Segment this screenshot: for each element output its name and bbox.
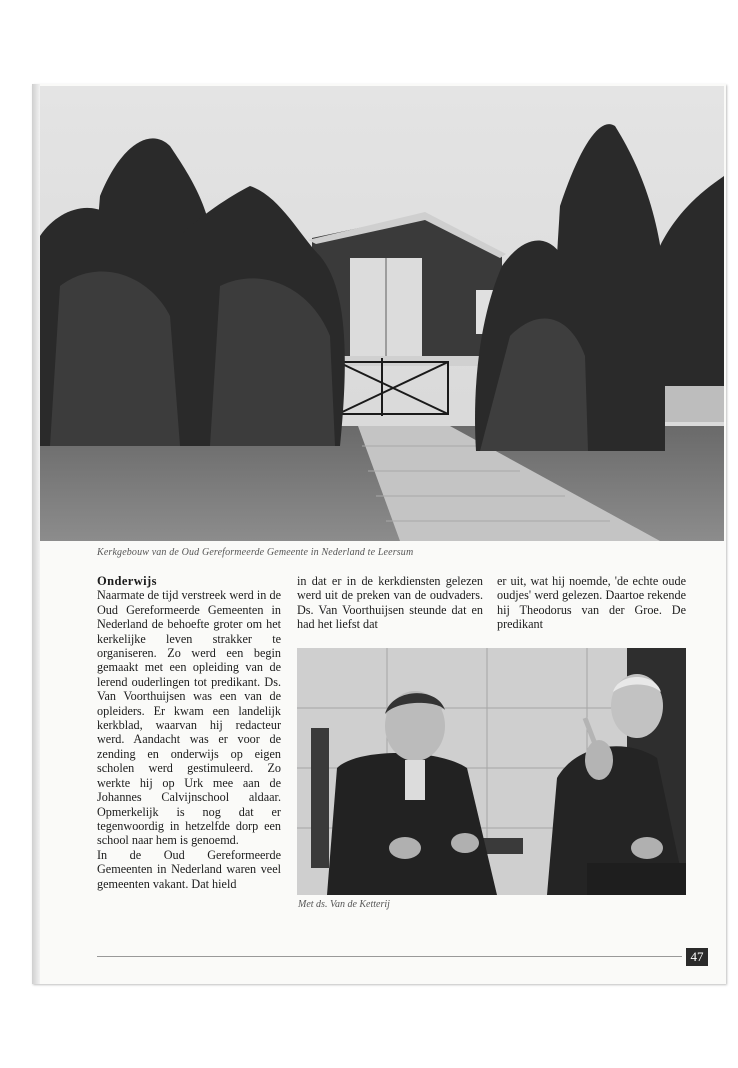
- article-column-1: [97, 574, 281, 891]
- footer-rule: [97, 956, 682, 957]
- paragraph-1: Naarmate de tijd verstreek werd in de Oud Gereformeerde Gemeenten in Nederland de behoefte groter om het kerkelijke leven strakker te organiseren. Zo werd een begin gemaakt met een opleiding van de lerend ouderlingen tot predikant. Ds. Van Voorthuijsen was een van de opleiders. Er kwam een landelijk kerkblad, waarvan hij redacteur werd. Aandacht was er voor de zending en onderwijs op eigen scholen werd gestimuleerd. Zo werkte hij op Urk mee aan de Johannes Calvijnschool aldaar. Opmerkelijk is nog dat er tegenwoordig in hetzelfde dorp een school naar hem is genoemd.: [97, 588, 281, 848]
- ministers-photo: [297, 648, 686, 895]
- page-number: 47: [686, 948, 708, 966]
- paragraph-2: In de Oud Gereformeerde Gemeenten in Nederland waren veel gemeenten vakant. Dat hield: [97, 847, 281, 891]
- page-spine: [32, 84, 40, 984]
- top-photo-caption: Kerkgebouw van de Oud Gereformeerde Gemeente in Nederland te Leersum: [97, 547, 414, 558]
- paragraph-4: er uit, wat hij noemde, 'de echte oude oudjes' werd gelezen. Daartoe rekende hij Theodorus van der Groe. De predikant: [497, 574, 686, 632]
- section-heading: Onderwijs: [97, 574, 157, 588]
- paragraph-3: in dat er in de kerkdiensten gelezen werd uit de preken van de oudvaders. Ds. Van Voorthuijsen steunde dat en had het liefst dat: [297, 574, 483, 632]
- article-column-2: [297, 574, 483, 632]
- bottom-photo-caption: Met ds. Van de Ketterij: [298, 899, 390, 910]
- church-photo: [40, 86, 724, 541]
- article-column-3: [497, 574, 686, 632]
